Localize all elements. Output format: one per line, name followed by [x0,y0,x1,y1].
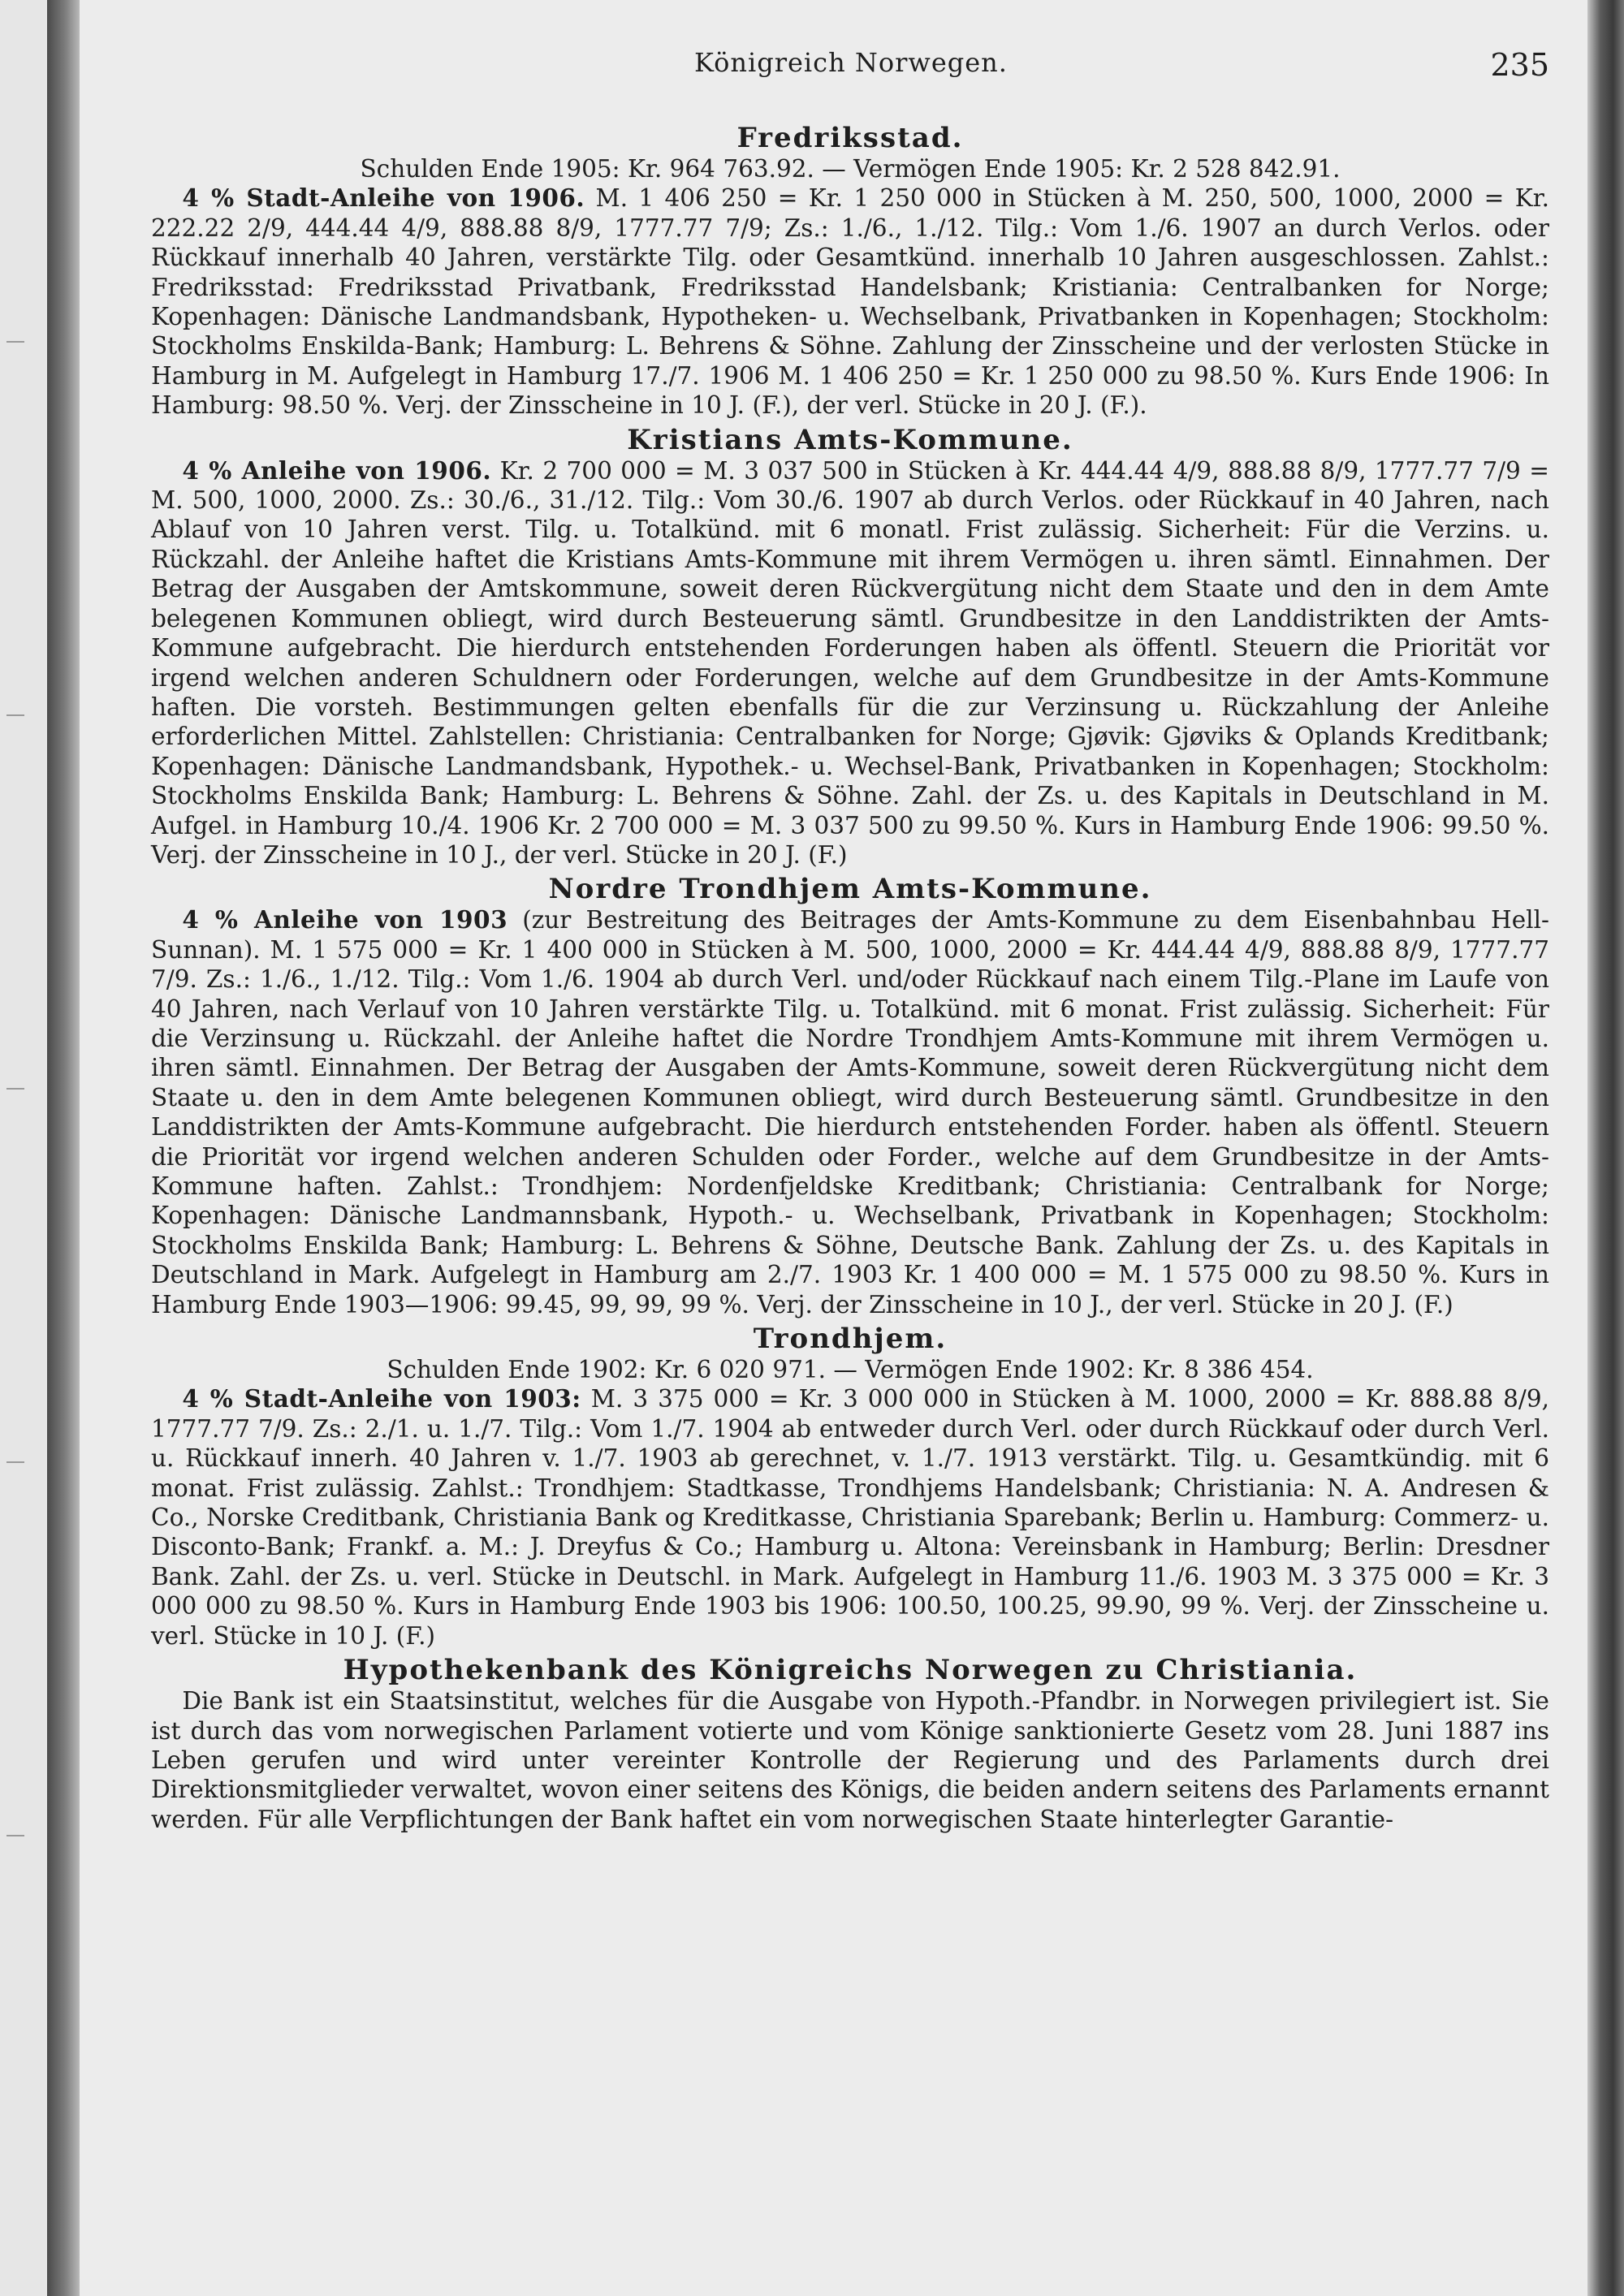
page-content [151,122,1549,1834]
paragraph [151,183,1549,420]
page-edge-shadow [1587,0,1624,2296]
paragraph-text: Schulden Ende 1902: Kr. 6 020 971. — Vermögen Ende 1902: Kr. 8 386 454. [387,1356,1314,1384]
paragraph-text: (zur Bestreitung des Beitrages der Amts-Kommune zu dem Eisenbahnbau Hell-Sunnan). M. 1 575 000 = Kr. 1 400 000 in Stücken à M. 500, 1000, 2000 = Kr. 444.44 4/9, 888.88 8/9, 1777.77 7/9. Zs.: 1./6., 1./12. Tilg.: Vom 1./6. 1904 ab durch Verl. und/oder Rückkauf nach einem Tilg.-Plane im Laufe von 40 Jahren, nach Verlauf von 10 Jahren verstärkte Tilg. u. Totalkünd. mit 6 monat. Frist zulässig. Sicherheit: Für die Verzinsung u. Rückzahl. der Anleihe haftet die Nordre Trondhjem Amts-Kommune mit ihrem Vermögen u. ihren sämtl. Einnahmen. Der Betrag der Ausgaben der Amts-Kommune, soweit deren Rückvergütung nicht dem Staate u. den in dem Amte belegenen Kommunen obliegt, wird durch Besteuerung sämtl. Grundbesitze in den Landdistrikten der Amts-Kommune aufgebracht. Die hierdurch entstehenden Forder. haben als öffentl. Steuern die Priorität vor irgend welchen anderen Schulden oder Forder., welche auf dem Grundbesitze in der Amts-Kommune haften. Zahlst.: Trondhjem: Nordenfjeldske Kreditbank; Christiania: Centralbank for Norge; Kopenhagen: Dänische Landmannsbank, Hypoth.- u. Wechselbank, Privatbank in Kopenhagen; Stockholm: Stockholms Enskilda Bank; Hamburg: L. Behrens & Söhne, Deutsche Bank. Zahlung der Zs. u. des Kapitals in Deutschland in Mark. Aufgelegt in Hamburg am 2./7. 1903 Kr. 1 400 000 = M. 1 575 000 zu 98.50 %. Kurs in Hamburg Ende 1903—1906: 99.45, 99, 99, 99 %. Verj. der Zinsscheine in 10 J., der verl. Stücke in 20 J. (F.) [151,906,1549,1318]
section-hypothekenbank [151,1654,1549,1834]
paragraph [151,154,1549,183]
running-head [153,47,1549,88]
paragraph [151,456,1549,870]
page-number: 235 [1490,47,1549,83]
book-page [80,0,1587,2296]
section-title: Hypothekenbank des Königreichs Norwegen zu Christiania. [343,1654,1358,1687]
paragraph-lead: 4 % Stadt-Anleihe von 1903: [182,1384,581,1413]
section-title: Trondhjem. [753,1323,948,1356]
section-title: Nordre Trondhjem Amts-Kommune. [548,873,1152,906]
paragraph [151,1384,1549,1651]
section-title: Fredriksstad. [736,122,964,154]
paragraph-text: M. 3 375 000 = Kr. 3 000 000 in Stücken à M. 1000, 2000 = Kr. 888.88 8/9, 1777.77 7/9. Zs.: 2./1. u. 1./7. Tilg.: Vom 1./7. 1904 ab entweder durch Verl. oder durch Rückkauf oder durch Verl. u. Rückkauf innerh. 40 Jahren v. 1./7. 1903 ab gerechnet, v. 1./7. 1913 verstärkt. Tilg. u. Gesamtkündig. mit 6 monat. Frist zulässig. Zahlst.: Trondhjem: Stadtkasse, Trondhjems Handelsbank; Christiania: N. A. Andresen & Co., Norske Creditbank, Christiania Bank og Kreditkasse, Christiania Sparebank; Berlin u. Hamburg: Commerz- u. Disconto-Bank; Frankf. a. M.: J. Dreyfus & Co.; Hamburg u. Altona: Vereinsbank in Hamburg; Berlin: Dresdner Bank. Zahl. der Zs. u. verl. Stücke in Deutschl. in Mark. Aufgelegt in Hamburg 11./6. 1903 M. 3 375 000 = Kr. 3 000 000 zu 98.50 %. Kurs in Hamburg Ende 1903 bis 1906: 100.50, 100.25, 99.90, 99 %. Verj. der Zinsscheine u. verl. Stücke in 10 J. (F.) [151,1385,1549,1650]
section-kristians-amts-kommune [151,424,1549,870]
book-gutter-shadow [47,0,80,2296]
paragraph [151,905,1549,1319]
paragraph-text: Die Bank ist ein Staatsinstitut, welches für die Ausgabe von Hypoth.-Pfandbr. in Norwegen privilegiert ist. Sie ist durch das vom norwegischen Parlament votierte und vom Könige sanktionierte Gesetz vom 28. Juni 1887 ins Leben gerufen und wird unter vereinter Kontrolle der Regierung und des Parlaments durch drei Direktionsmitglieder verwaltet, wovon einer seitens des Königs, die beiden andern seitens des Parlaments ernannt werden. Für alle Verpflichtungen der Bank haftet ein vom norwegischen Staate hinterlegter Garantie- [151,1687,1549,1833]
adjacent-page-edge [0,0,47,2296]
paragraph-lead: 4 % Anleihe von 1906. [182,455,492,485]
paragraph-lead: 4 % Anleihe von 1903 [182,905,508,934]
paragraph-text: Kr. 2 700 000 = M. 3 037 500 in Stücken à Kr. 444.44 4/9, 888.88 8/9, 1777.77 7/9 = M. 500, 1000, 2000. Zs.: 30./6., 31./12. Tilg.: Vom 30./6. 1907 ab durch Verlos. oder Rückkauf in 40 Jahren, nach Ablauf von 10 Jahren verst. Tilg. u. Totalkünd. mit 6 monatl. Frist zulässig. Sicherheit: Für die Verzins. u. Rückzahl. der Anleihe haftet die Kristians Amts-Kommune mit ihrem Vermögen u. ihren sämtl. Einnahmen. Der Betrag der Ausgaben der Amtskommune, soweit deren Rückvergütung nicht dem Staate und den in dem Amte belegenen Kommunen obliegt, wird durch Besteuerung sämtl. Grundbesitze in den Landdistrikten der Amts-Kommune aufgebracht. Die hierdurch entstehenden Forderungen haben als öffentl. Steuern die Priorität vor irgend welchen anderen Schuldnern oder Forderungen, welche auf dem Grundbesitze in der Amts-Kommune haften. Die vorsteh. Bestimmungen gelten ebenfalls für die zur Verzinsung u. Rückzahlung der Anleihe erforderlichen Mittel. Zahlstellen: Christiania: Centralbanken for Norge; Gjøvik: Gjøviks & Oplands Kreditbank; Kopenhagen: Dänische Landmandsbank, Hypothek.- u. Wechsel-Bank, Privatbanken in Kopenhagen; Stockholm: Stockholms Enskilda Bank; Hamburg: L. Behrens & Söhne. Zahl. der Zs. u. des Kapitals in Deutschland in M. Aufgel. in Hamburg 10./4. 1906 Kr. 2 700 000 = M. 3 037 500 zu 99.50 %. Kurs in Hamburg Ende 1906: 99.50 %. Verj. der Zinsscheine in 10 J., der verl. Stücke in 20 J. (F.) [151,456,1549,869]
paragraph [151,1355,1549,1384]
paragraph [151,1686,1549,1834]
running-title: Königreich Norwegen. [694,47,1008,78]
paragraph-lead: 4 % Stadt-Anleihe von 1906. [182,183,585,213]
section-title: Kristians Amts-Kommune. [627,423,1073,456]
paragraph-text: M. 1 406 250 = Kr. 1 250 000 in Stücken à M. 250, 500, 1000, 2000 = Kr. 222.22 2/9, 444.44 4/9, 888.88 8/9, 1777.77 7/9; Zs.: 1./6., 1./12. Tilg.: Vom 1./6. 1907 an durch Verlos. oder Rückkauf innerhalb 40 Jahren, verstärkte Tilg. oder Gesamtkünd. innerhalb 10 Jahren ausgeschlossen. Zahlst.: Fredriksstad: Fredriksstad Privatbank, Fredriksstad Handelsbank; Kristiania: Centralbanken for Norge; Kopenhagen: Dänische Landmandsbank, Hypotheken- u. Wechselbank, Privatbanken in Kopenhagen; Stockholm: Stockholms Enskilda-Bank; Hamburg: L. Behrens & Söhne. Zahlung der Zinsscheine und der verlosten Stücke in Hamburg in M. Aufgelegt in Hamburg 17./7. 1906 M. 1 406 250 = Kr. 1 250 000 zu 98.50 %. Kurs Ende 1906: In Hamburg: 98.50 %. Verj. der Zinsscheine in 10 J. (F.), der verl. Stücke in 20 J. (F.). [151,184,1549,420]
paragraph-text: Schulden Ende 1905: Kr. 964 763.92. — Vermögen Ende 1905: Kr. 2 528 842.91. [360,155,1341,183]
section-fredriksstad [151,122,1549,421]
section-nordre-trondhjem [151,873,1549,1319]
section-trondhjem [151,1323,1549,1651]
